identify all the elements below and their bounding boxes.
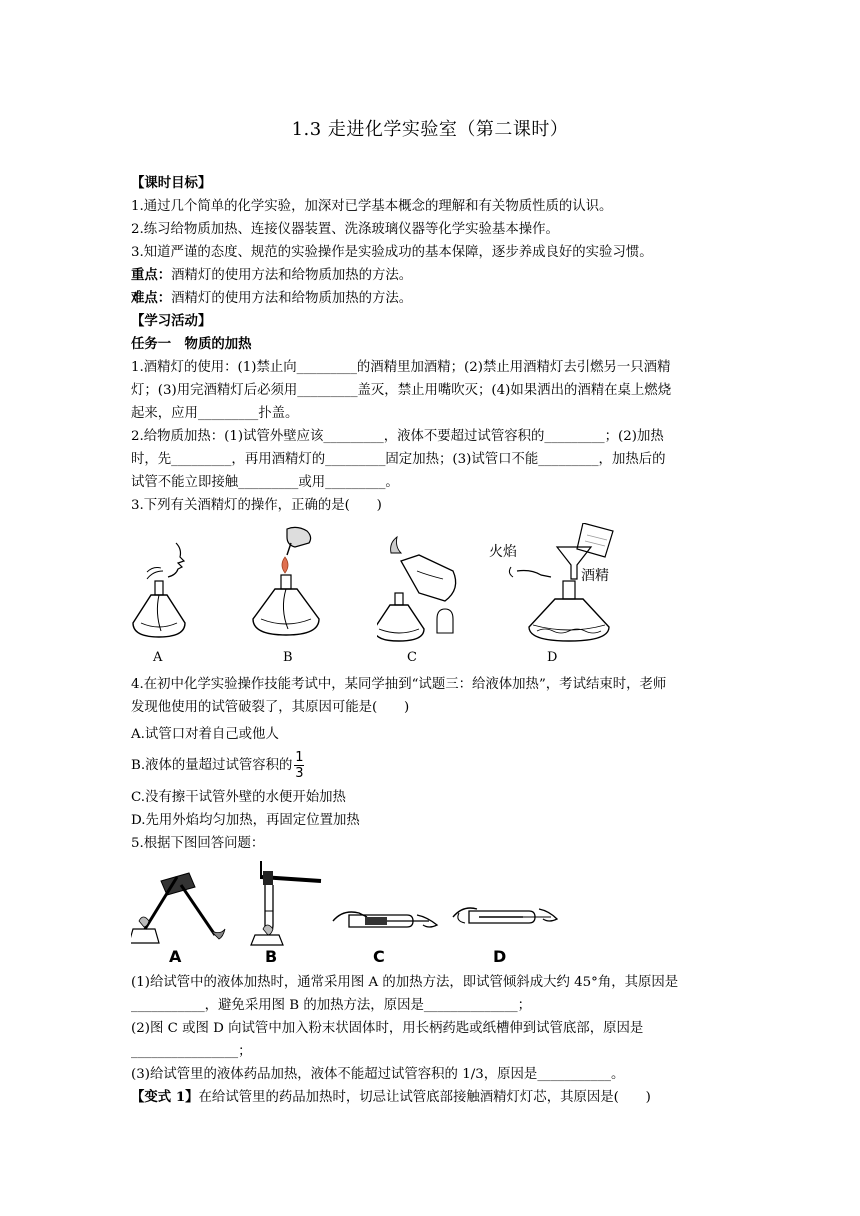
objective-2: 2.练习给物质加热、连接仪器装置、洗涤玻璃仪器等化学实验基本操作。 (131, 222, 559, 237)
objective-1: 1.通过几个简单的化学实验，加深对已学基本概念的理解和有关物质性质的认识。 (131, 199, 613, 214)
alcohol-label: 酒精 (581, 568, 609, 584)
tube-paper-trough-icon (449, 859, 564, 947)
q3-question: 3.下列有关酒精灯的操作，正确的是( ) (131, 498, 382, 513)
fig2-label-b: B (265, 947, 278, 966)
q1-line-2: 灯；(3)用完酒精灯后必须用_________盖灭，禁止用嘴吹灭；(4)如果洒出的酒精在桌上燃烧 (131, 383, 672, 398)
key-point (131, 264, 733, 287)
key-point-text: 酒精灯的使用方法和给物质加热的方法。 (171, 268, 413, 283)
objective-3: 3.知道严谨的态度、规范的实验操作是实验成功的基本保障，逐步养成良好的实验习惯。 (131, 245, 653, 260)
lamp-blowing-icon (131, 523, 201, 648)
tube-figure-c (329, 859, 444, 966)
document-body (131, 172, 733, 1109)
difficult-point-text: 酒精灯的使用方法和给物质加热的方法。 (171, 291, 413, 306)
difficult-point-label: 难点： (131, 290, 172, 306)
fig1-label-b: B (283, 650, 293, 665)
q4-option-a: A.试管口对着自己或他人 (131, 727, 279, 742)
objectives-heading: 【课时目标】 (131, 175, 212, 191)
lamp-figure-d (489, 523, 621, 665)
tube-figure-b (249, 859, 329, 966)
q2-line-3: 试管不能立即接触_________或用_________。 (131, 475, 399, 490)
task1-heading: 任务一 物质的加热 (131, 336, 252, 352)
fig2-label-d: D (493, 947, 507, 966)
lamp-figure-row (131, 523, 733, 673)
q5-answer-4: ________________； (131, 1044, 252, 1059)
tube-spoon-loading-icon (329, 859, 444, 947)
tube-figure-a (131, 859, 231, 966)
key-point-label: 重点： (131, 267, 172, 283)
q4-line-1: 4.在初中化学实验操作技能考试中，某同学抽到“试题三：给液体加热”，考试结束时，老师 (131, 677, 667, 692)
q5-answer-5: (3)给试管里的液体药品加热，液体不能超过试管容积的 1/3，原因是___________。 (131, 1067, 625, 1082)
variant-label: 【变式 1】 (131, 1089, 199, 1105)
lamp-figure-b (249, 523, 329, 665)
fraction-one-third (294, 751, 304, 780)
fraction-numerator: 1 (295, 750, 304, 765)
q4-option-d: D.先用外焰均匀加热，再固定位置加热 (131, 813, 360, 828)
fig1-label-d: D (547, 650, 558, 665)
tube-figure-d (449, 859, 564, 966)
flame-label: 火焰 (489, 544, 517, 560)
q5-answer-1: (1)给试管中的液体加热时，通常采用图 A 的加热方法，即试管倾斜成大约 45°角，其原因是 (131, 975, 679, 990)
lamp-figure-c (377, 523, 467, 665)
tube-angled-heating-icon (131, 859, 231, 947)
q5-question: 5.根据下图回答问题： (131, 836, 265, 851)
fig1-label-c: C (407, 650, 417, 665)
difficult-point (131, 287, 733, 310)
q4-line-2: 发现他使用的试管破裂了，其原因可能是( ) (131, 700, 410, 715)
lamp-match-icon (249, 523, 329, 648)
q1-line-3: 起来，应用_________扑盖。 (131, 406, 299, 421)
q1-line-1: 1.酒精灯的使用：(1)禁止向_________的酒精里加酒精；(2)禁止用酒精灯去引燃另一只酒精 (131, 360, 671, 375)
q5-answer-3: (2)图 C 或图 D 向试管中加入粉末状固体时，用长柄药匙或纸槽伸到试管底部，原因是 (131, 1021, 644, 1036)
q4-option-b-text: B.液体的量超过试管容积的 (131, 758, 293, 773)
fraction-denominator: 3 (295, 766, 304, 781)
fig1-label-a: A (153, 650, 163, 665)
page-title: 1.3 走进化学实验室（第二课时） (291, 119, 569, 140)
variant-1 (131, 1086, 733, 1109)
test-tube-figure-row (131, 859, 733, 969)
fig2-label-c: C (373, 947, 385, 966)
q5-answer-2: ___________，避免采用图 B 的加热方法，原因是______________； (131, 998, 531, 1013)
activities-heading: 【学习活动】 (131, 313, 212, 329)
tube-vertical-heating-icon (249, 859, 329, 947)
q2-line-2: 时，先_________，再用酒精灯的_________固定加热；(3)试管口不能_________，加热后的 (131, 452, 666, 467)
lamp-figure-a (131, 523, 201, 665)
lamp-funnel-icon (501, 523, 621, 648)
q4-option-c: C.没有擦干试管外壁的水便开始加热 (131, 790, 346, 805)
fig2-label-a: A (169, 947, 182, 966)
variant-text: 在给试管里的药品加热时，切忌让试管底部接触酒精灯灯芯，其原因是( ) (198, 1090, 651, 1105)
lamp-ignite-lamp-icon (377, 523, 467, 648)
q4-option-b (131, 746, 733, 786)
q2-line-1: 2.给物质加热：(1)试管外壁应该_________，液体不要超过试管容积的_________；(2)加热 (131, 429, 664, 444)
